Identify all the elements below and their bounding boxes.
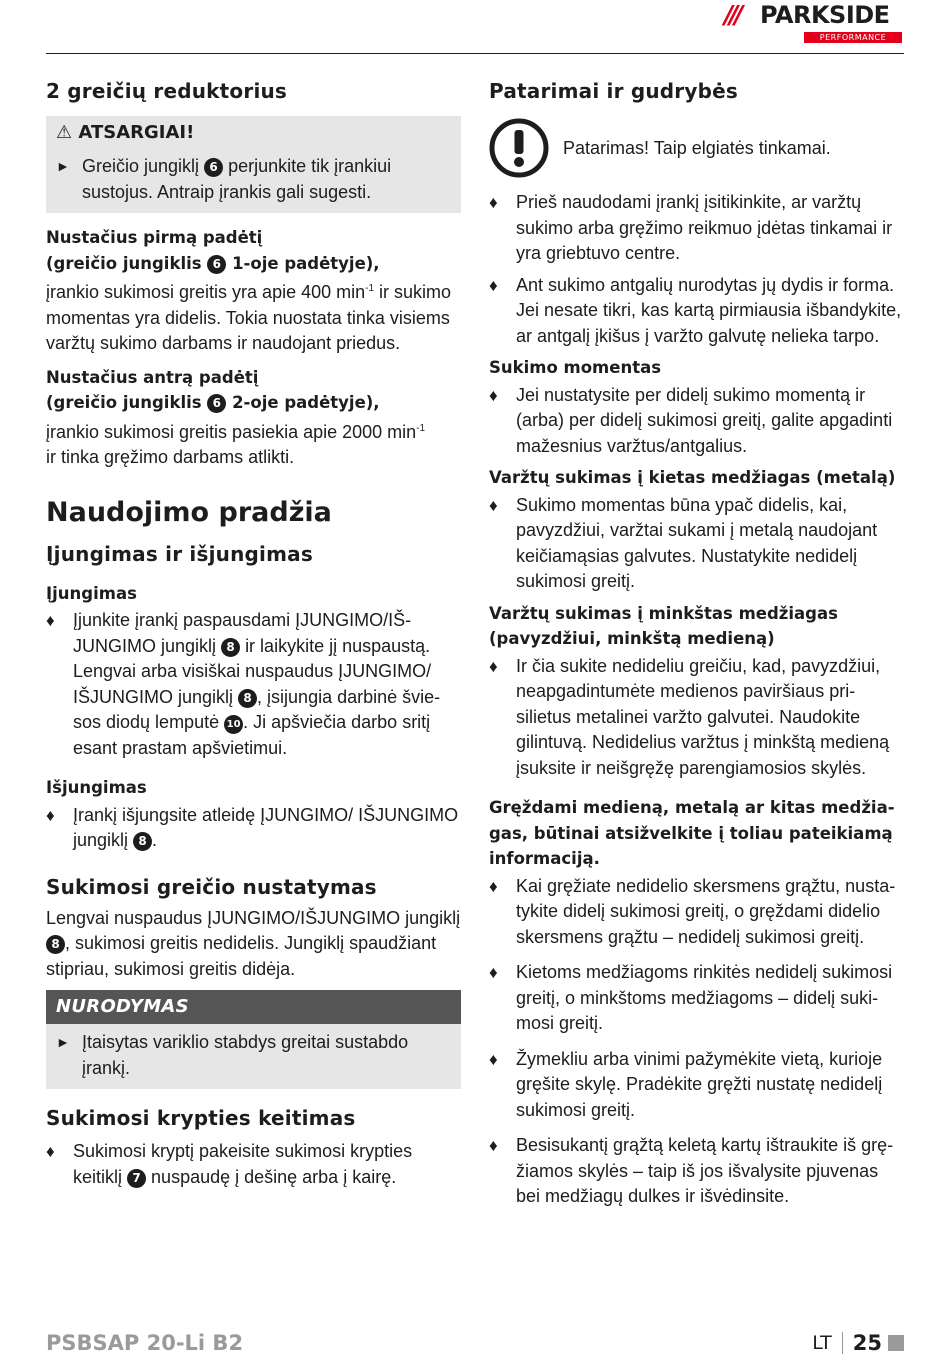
list-item (46, 608, 461, 761)
second-position-subheading-b: 2-oje padėtyje), (232, 393, 380, 412)
list-item (46, 1139, 461, 1190)
drilling-heading: Gręždami medieną, metalą ar kitas medžia-gas, būtinai atsižvelkite į toliau pateikiamą informaciją. (489, 798, 895, 868)
warning-body (46, 150, 461, 213)
note-box (46, 990, 461, 1089)
second-position-paragraph (46, 365, 461, 471)
superscript: -1 (365, 283, 375, 294)
warning-title (46, 116, 461, 150)
second-position-subheading-a: (greičio jungiklis (46, 393, 202, 412)
speed-text (46, 906, 461, 983)
diamond-bullet-icon: ♦ (489, 656, 498, 676)
page-number: 25 (852, 1331, 882, 1355)
switch-off-text-b: . (152, 830, 158, 850)
tip-row (489, 118, 904, 182)
diamond-bullet-icon: ♦ (46, 611, 55, 630)
second-position-subheading (46, 390, 461, 416)
second-position-text-b: ir tinka gręžimo darbams atlikti. (46, 447, 295, 467)
switch-on-text-d: . Ji apšviečia darbo sritį esant prastam apšvietimui. (73, 712, 431, 758)
header-divider (46, 53, 904, 54)
warning-box (46, 116, 461, 213)
exclamation-icon (489, 118, 549, 178)
number-8-icon: 8 (238, 689, 257, 708)
note-text: Įtaisytas variklio stabdys greitai sustabdo įrankį. (82, 1032, 409, 1078)
diamond-bullet-icon: ♦ (46, 805, 55, 825)
speed-text-b: , sukimosi greitis nedidelis. Jungiklį spaudžiant stipriau, sukimosi greitis didėja. (46, 933, 437, 979)
bullet-text: Žymekliu arba vinimi pažymėkite vietą, kurioje gręšite skylę. Pradėkite gręžti nustatę nedidelį sukimosi greitį. (516, 1048, 883, 1120)
section-title-on-off: Įjungimas ir išjungimas (46, 541, 313, 566)
bullet-text: Sukimo momentas būna ypač didelis, kai, pavyzdžiui, varžtai sukami į metalą naudojant keičiamąsias galvutes. Nustatykite nedidelį sukimosi greitį. (516, 494, 878, 591)
note-title: NURODYMAS (46, 990, 461, 1024)
number-6-icon: 6 (207, 394, 226, 413)
list-item (489, 654, 904, 782)
hard-material-heading: Varžtų sukimas į kietas medžiagas (metalą) (489, 468, 896, 487)
logo-subtitle: PERFORMANCE (804, 32, 902, 43)
diamond-bullet-icon: ♦ (489, 1049, 498, 1069)
diamond-bullet-icon: ♦ (46, 1142, 55, 1161)
warning-text: Greičio jungiklį (82, 156, 200, 176)
note-body (46, 1024, 461, 1089)
section-title-tips: Patarimai ir gudrybės (489, 79, 738, 103)
logo-slashes: /// (724, 0, 740, 29)
diamond-bullet-icon: ♦ (489, 1136, 498, 1155)
warning-label: ATSARGIAI! (78, 122, 195, 143)
number-8-icon: 8 (221, 638, 240, 657)
bullet-text: Ir čia sukite nedideliu greičiu, kad, pavyzdžiui, neapgadintumėte medienos paviršiaus pri-silietus metalinei varžto galvutei. Naudokite gilintuvą. Nedidelius varžtus į minkštą medieną įsuksite ir neišgręžę parengiamosios skylės. (516, 655, 890, 778)
second-position-text (46, 416, 461, 471)
chapter-title: Naudojimo pradžia (46, 496, 332, 528)
warning-text-cont: perjunkite tik įrankiui sustojus. Antraip įrankis gali sugesti. (82, 156, 392, 202)
soft-material-heading: Varžtų sukimas į minkštas medžiagas (pavyzdžiui, minkštą medieną) (489, 603, 838, 648)
switch-off-text-a: Įrankį išjungsite atleidę ĮJUNGIMO/ IŠJUNGIMO jungiklį (73, 804, 459, 850)
switch-on-text-b: ir laikykite jį nuspaustą. Lengvai arba visiškai nuspaudus ĮJUNGIMO/ IŠJUNGIMO jungiklį (73, 635, 432, 707)
bullet-text: Kietoms medžiagoms rinkitės nedidelį sukimosi greitį, o minkštoms medžiagoms – didelį suki-mosi greitį. (516, 962, 893, 1033)
first-position-heading: Nustačius pirmą padėtį (46, 228, 263, 247)
list-item (489, 383, 904, 460)
first-position-subheading (46, 251, 461, 277)
section-title-speed: Sukimosi greičio nustatymas (46, 874, 377, 899)
number-8-icon: 8 (46, 935, 65, 954)
arrow-icon: ► (56, 1034, 70, 1050)
page-footer (46, 1331, 904, 1361)
switch-on-text-a: Įjunkite įrankį paspausdami ĮJUNGIMO/IŠ-JUNGIMO jungiklį (73, 610, 412, 656)
list-item (489, 960, 904, 1037)
first-position-paragraph (46, 225, 461, 357)
second-position-heading: Nustačius antrą padėtį (46, 367, 259, 387)
switch-on-text-c: , įsijungia darbinė švie-sos diodų lemputė (73, 686, 441, 732)
parkside-logo (724, 2, 904, 42)
torque-heading: Sukimo momentas (489, 358, 662, 377)
list-item (489, 1133, 904, 1210)
second-position-text-a: įrankio sukimosi greitis pasiekia apie 2000 min (46, 421, 417, 442)
diamond-bullet-icon: ♦ (489, 876, 498, 896)
number-7-icon: 7 (127, 1169, 146, 1188)
list-item (489, 493, 904, 595)
diamond-bullet-icon: ♦ (489, 275, 498, 295)
direction-text-a: Sukimosi kryptį pakeisite sukimosi krypties keitiklį (73, 1141, 413, 1187)
first-position-text (46, 276, 461, 357)
switch-off-heading: Išjungimas (46, 778, 147, 797)
number-6-icon: 6 (207, 255, 226, 274)
list-item (489, 190, 904, 267)
bullet-text: Besisukantį grąžtą keletą kartų ištraukite iš grę-žiamos skylės – taip iš jos išvalysite pjuvenas bei medžiagų dulkes ir išvėdinsite. (516, 1135, 894, 1206)
diamond-bullet-icon: ♦ (489, 385, 498, 405)
list-item (489, 874, 904, 951)
number-6-icon: 6 (204, 158, 223, 177)
list-item (46, 803, 461, 854)
logo-text: PARKSIDE (760, 1, 890, 29)
section-title-gearbox: 2 greičių reduktorius (46, 79, 288, 103)
page-header (0, 0, 950, 56)
left-column (46, 74, 461, 1190)
list-item (489, 1047, 904, 1124)
first-position-text-a: įrankio sukimosi greitis yra apie 400 min (46, 282, 366, 302)
first-position-text-b: ir sukimo momentas yra didelis. Tokia nuostata tinka visiems varžtų sukimo darbams ir naudojant priedus. (46, 282, 452, 353)
diamond-bullet-icon: ♦ (489, 963, 498, 982)
first-position-subheading-b: 1-oje padėtyje), (232, 253, 380, 273)
model-number: PSBSAP 20-Li B2 (46, 1331, 244, 1355)
list-item (489, 273, 904, 350)
tip-text: Patarimas! Taip elgiatės tinkamai. (563, 138, 831, 158)
direction-text-b: nuspaudę į dešinę arba į kairę. (151, 1166, 397, 1187)
bullet-text: Ant sukimo antgalių nurodytas jų dydis ir forma. Jei nesate tikri, kas kartą pirmiausia išbandykite, ar antgalį įkišus į varžto galvutę nelieka tarpo. (516, 274, 902, 346)
speed-text-a: Lengvai nuspaudus ĮJUNGIMO/IŠJUNGIMO jungiklį (46, 907, 461, 928)
arrow-icon: ► (56, 158, 70, 174)
number-8-icon: 8 (133, 832, 152, 851)
footer-separator (842, 1332, 843, 1354)
right-column (489, 74, 904, 1210)
bullet-text: Prieš naudodami įrankį įsitikinkite, ar varžtų sukimo arba gręžimo reikmuo įdėtas tinkamai ir yra griebtuvo centre. (516, 192, 893, 263)
diamond-bullet-icon: ♦ (489, 193, 498, 212)
number-10-icon: 10 (224, 715, 243, 734)
bullet-text: Jei nustatysite per didelį sukimo momentą ir (arba) per didelį sukimosi greitį, galite apgadinti mažesnius varžtus/antgalius. (516, 384, 893, 456)
language-code: LT (812, 1332, 832, 1354)
footer-page-info (812, 1331, 904, 1355)
warning-triangle-icon: ⚠ (56, 122, 73, 143)
bullet-text: Kai gręžiate nedidelio skersmens grąžtu, nusta-tykite didelį sukimosi greitį, o gręždami didelio skersmens grąžtu – nedidelį sukimosi greitį. (516, 875, 896, 947)
switch-on-heading: Įjungimas (46, 583, 137, 603)
first-position-subheading-a: (greičio jungiklis (46, 253, 202, 273)
diamond-bullet-icon: ♦ (489, 495, 498, 515)
square-marker-icon (888, 1335, 904, 1351)
section-title-direction: Sukimosi krypties keitimas (46, 1106, 356, 1130)
superscript: -1 (416, 422, 426, 434)
